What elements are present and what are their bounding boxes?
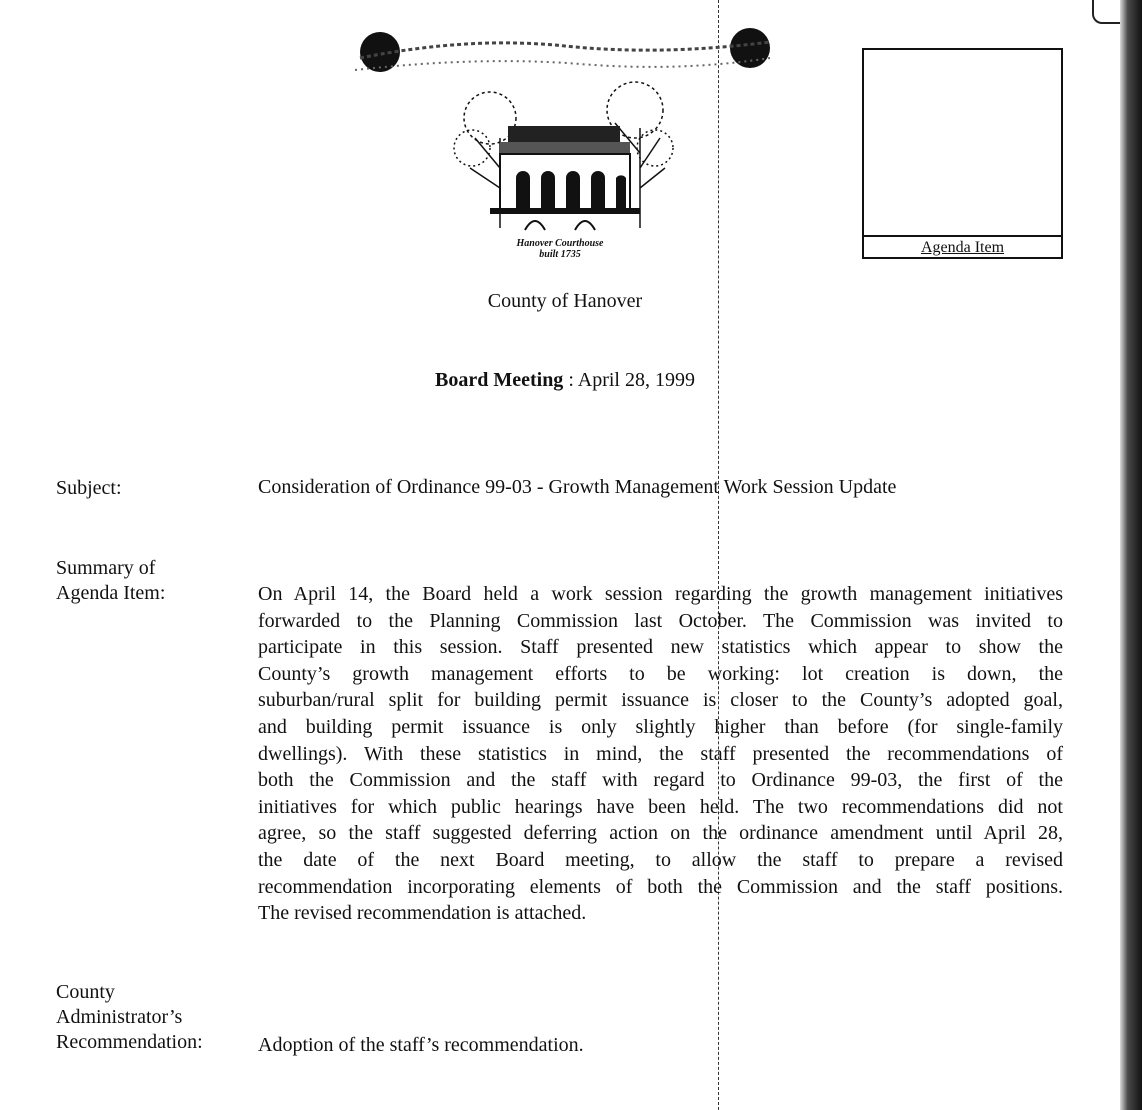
summary-line: and building permit issuance is only slightly higher than before (for single-family: [258, 715, 1063, 738]
recommendation-label-line: Recommendation:: [56, 1031, 203, 1053]
summary-label-line: Agenda Item:: [56, 582, 166, 604]
board-meeting-line: [0, 369, 1130, 392]
summary-line: suburban/rural split for building permit issuance is closer to the County’s adopted goal,: [258, 689, 1063, 712]
summary-line: dwellings). With these statistics in mind, the staff presented the recommendations of: [258, 742, 1063, 765]
logo-caption-line: Hanover Courthouse: [516, 238, 604, 249]
courthouse-logo: [350, 18, 780, 268]
agenda-item-box: [862, 48, 1063, 259]
summary-line: recommendation incorporating elements of both the Commission and the staff positions.: [258, 875, 1063, 898]
meeting-date: April 28, 1999: [577, 369, 695, 391]
recommendation-label-line: Administrator’s: [56, 1006, 183, 1028]
county-title: County of Hanover: [487, 290, 643, 312]
summary-line: The revised recommendation is attached.: [258, 902, 587, 925]
recommendation-text: Adoption of the staff’s recommendation.: [258, 1034, 584, 1056]
subject-label: Subject:: [56, 477, 122, 499]
summary-label: [56, 556, 165, 606]
summary-line: initiatives for which public hearings have been held. The two recommendations did not: [258, 795, 1063, 818]
summary-line: agree, so the staff suggested deferring action on the ordinance amendment until April 28,: [258, 822, 1063, 845]
agenda-item-label: Agenda Item: [864, 235, 1061, 257]
recommendation-label-line: County: [56, 981, 115, 1003]
summary-line: forwarded to the Planning Commission last October. The Commission was invited to: [258, 609, 1063, 632]
scan-corner: [1092, 0, 1120, 24]
summary-line: both the Commission and the staff with regard to Ordinance 99-03, the first of the: [258, 769, 1063, 792]
logo-caption: [500, 238, 620, 260]
courthouse-building: [490, 126, 640, 230]
summary-label-line: Summary of: [56, 557, 156, 579]
meeting-label: Board Meeting: [435, 369, 564, 391]
logo-caption-line: built 1735: [539, 249, 581, 260]
binder-hole-right: [730, 28, 770, 68]
recommendation-label: [56, 980, 203, 1055]
summary-line: the date of the next Board meeting, to allow the staff to prepare a revised: [258, 848, 1063, 871]
scan-edge: [1120, 0, 1142, 1110]
summary-line: County’s growth management efforts to be working: lot creation is down, the: [258, 662, 1063, 685]
summary-line: participate in this session. Staff presented new statistics which appear to show the: [258, 636, 1063, 659]
binder-hole-left: [360, 32, 400, 72]
meeting-separator: :: [563, 369, 578, 391]
summary-line: On April 14, the Board held a work session regarding the growth management initiatives: [258, 583, 1063, 605]
subject-text: Consideration of Ordinance 99-03 - Growth Management Work Session Update: [258, 476, 897, 498]
summary-text: [258, 581, 1063, 927]
